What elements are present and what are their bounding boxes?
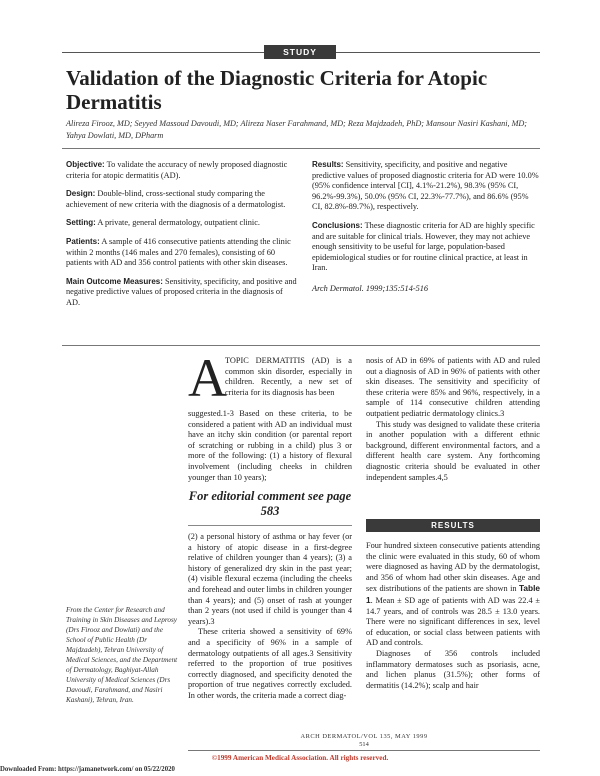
abstract-rule [62, 345, 540, 346]
abstract-objective [66, 160, 298, 181]
design-text: Double-blind, cross-sectional study comparing the achievement of new criteria with the diagnosis of a dermatologist. [66, 189, 286, 209]
outcome-text: Sensitivity, specificity, and positive and negative predictive values of proposed criteria in the diagnosis of AD. [66, 276, 297, 307]
results-label: Results: [312, 160, 344, 169]
objective-text: To validate the accuracy of newly proposed diagnostic criteria for atopic dermatitis (AD). [66, 160, 288, 180]
results-section [366, 541, 540, 691]
download-notice: Downloaded From: https://jamanetwork.com/ on 05/22/2020 [0, 766, 175, 773]
patients-text: A sample of 416 consecutive patients attending the clinic within 2 months (146 males and 270 females), consisting of 60 patients with AD and 356 control patients with other skin diseases. [66, 236, 291, 268]
abstract-results [312, 160, 540, 213]
design-label: Design: [66, 189, 96, 199]
setting-text: A private, general dermatology, outpatient clinic. [97, 218, 260, 228]
table-1-link[interactable]: Table 1 [366, 583, 541, 605]
results-text-a: Four hundred sixteen consecutive patients attending the clinic were evaluated in this study, 60 of whom were diagnosed as having AD by the dermatologist, and 356 of whom had other skin diseases. Age and sex distributions of the patients are shown in [366, 541, 540, 594]
abstract-setting [66, 218, 298, 229]
article-title: Validation of the Diagnostic Criteria for Atopic Dermatitis [66, 66, 488, 114]
section-tag: STUDY [264, 45, 336, 59]
footer-journal: ARCH DERMATOL/VOL 135, MAY 1999 [300, 733, 428, 740]
criteria-paragraph: (2) a personal history of asthma or hay fever (or a history of atopic disease in a first-degree relative of children younger than 4 years); (3) a history of generalized dry skin in the past year; (4) visible flexural eczema (including the cheeks and forehead and outer limbs in children younger than 4 years); and (5) onset of rash at younger than 2 years (not used if child is younger than 4 years).3 [188, 532, 352, 626]
abstract-right-column [312, 160, 540, 303]
body-column-1 [188, 532, 352, 702]
abstract-design [66, 189, 298, 210]
results-text-b: . Mean ± SD age of patients with AD was 22.4 ± 14.7 years, and of controls was 28.5 ± 13.0 years. There were no significant differences in sex, level of education, or social class between patients with AD and controls. [366, 595, 540, 648]
patients-label: Patients: [66, 236, 100, 246]
page-number: 514 [359, 741, 369, 748]
diagnosis-paragraph: nosis of AD in 69% of patients with AD and ruled out a diagnosis of AD in 96% of patients with other skin diseases. The sensitivity and specificity of these criteria were 85% and 96%, respectively, in a sample of 114 consecutive children attending outpatient pediatric dermatology clinics.3 [366, 356, 540, 418]
copyright-notice: ©1999 American Medical Association. All rights reserved. [211, 754, 389, 762]
conclusions-text: These diagnostic criteria for AD are highly specific and are suitable for clinical trials. However, they may not achieve enough sensitivity to be useful for large, population-based epidemiological studies or for routine clinical practice, at least in Iran. [312, 220, 535, 273]
setting-label: Setting: [66, 218, 96, 228]
conclusions-label: Conclusions: [312, 220, 363, 230]
controls-paragraph: Diagnoses of 356 controls included inflammatory dermatoses such as psoriasis, acne, and lichen planus (31.5%); other forms of dermatitis (14.2%); scalp and hair [366, 648, 540, 690]
author-affiliation: From the Center for Research and Training in Skin Diseases and Leprosy (Drs Firooz and Dowlati) and the School of Public Health (Dr Majdzadeh), Tehran University of Medical Sciences, and the Department of Dermatology, Baghiyat-Allah University of Medical Sciences (Drs Davoudi, Farahmand, and Nasiri Kashani), Tehran, Iran. [66, 606, 178, 704]
results-paragraph [366, 541, 540, 649]
outcome-label: Main Outcome Measures: [66, 276, 163, 286]
abstract-outcome [66, 277, 298, 309]
editorial-rule [188, 525, 352, 526]
study-aim-paragraph: This study was designed to validate these criteria in another population with a different ethnic background, different environmental factors, and a different health care system. Any forthcoming diagnostic criteria should be evaluated in other independent samples.4,5 [366, 419, 540, 482]
intro-first-lines: TOPIC DERMATITIS (AD) is a common skin disorder, especially in children. Recently, a new set of criteria for its diagnosis has been [225, 356, 352, 397]
intro-paragraph: suggested.1-3 Based on these criteria, to be considered a patient with AD an individual must have an itchy skin condition (or parental report of scratching or rubbing in a child) plus 3 or more of the following: (1) a history of flexural involvement (including cheeks in children younger than 10 years); [188, 409, 352, 482]
article-citation: Arch Dermatol. 1999;135:514-516 [312, 283, 429, 293]
abstract-patients [66, 237, 298, 269]
author-list: Alireza Firooz, MD; Seyyed Massoud Davoudi, MD; Alireza Naser Farahmand, MD; Reza Majdzadeh, PhD; Mansour Nasiri Kashani, MD; Yahya Dowlati, MD, DPharm [66, 119, 528, 140]
objective-label: Objective: [66, 160, 105, 169]
abstract-conclusions [312, 221, 540, 274]
footer-rule [188, 750, 540, 751]
abstract-left-column [66, 160, 298, 317]
sensitivity-paragraph: These criteria showed a sensitivity of 69% and a specificity of 96% in a sample of dermatology outpatients of all ages.3 Sensitivity referred to the proportion of true positives correctly diagnosed, and specificity denoted the proportion of true negatives correctly excluded. In other words, the criteria made a correct diag- [188, 627, 352, 700]
authors-rule [62, 148, 540, 149]
results-heading: RESULTS [366, 519, 540, 532]
body-column-2 [366, 356, 540, 483]
editorial-callout[interactable]: For editorial comment see page 583 [188, 489, 352, 518]
drop-cap: A [188, 348, 227, 408]
results-text: Sensitivity, specificity, and positive and negative predictive values of proposed diagnostic criteria for AD were 10.0% (95% confidence interval [CI], 4.1%-21.2%), 98.3% (95% CI, 96.2%-99.3%), 50.0% (95% CI, 22.3%-77.7%), and 86.6% (95% CI, 82.8%-89.7%), respectively. [312, 160, 539, 212]
